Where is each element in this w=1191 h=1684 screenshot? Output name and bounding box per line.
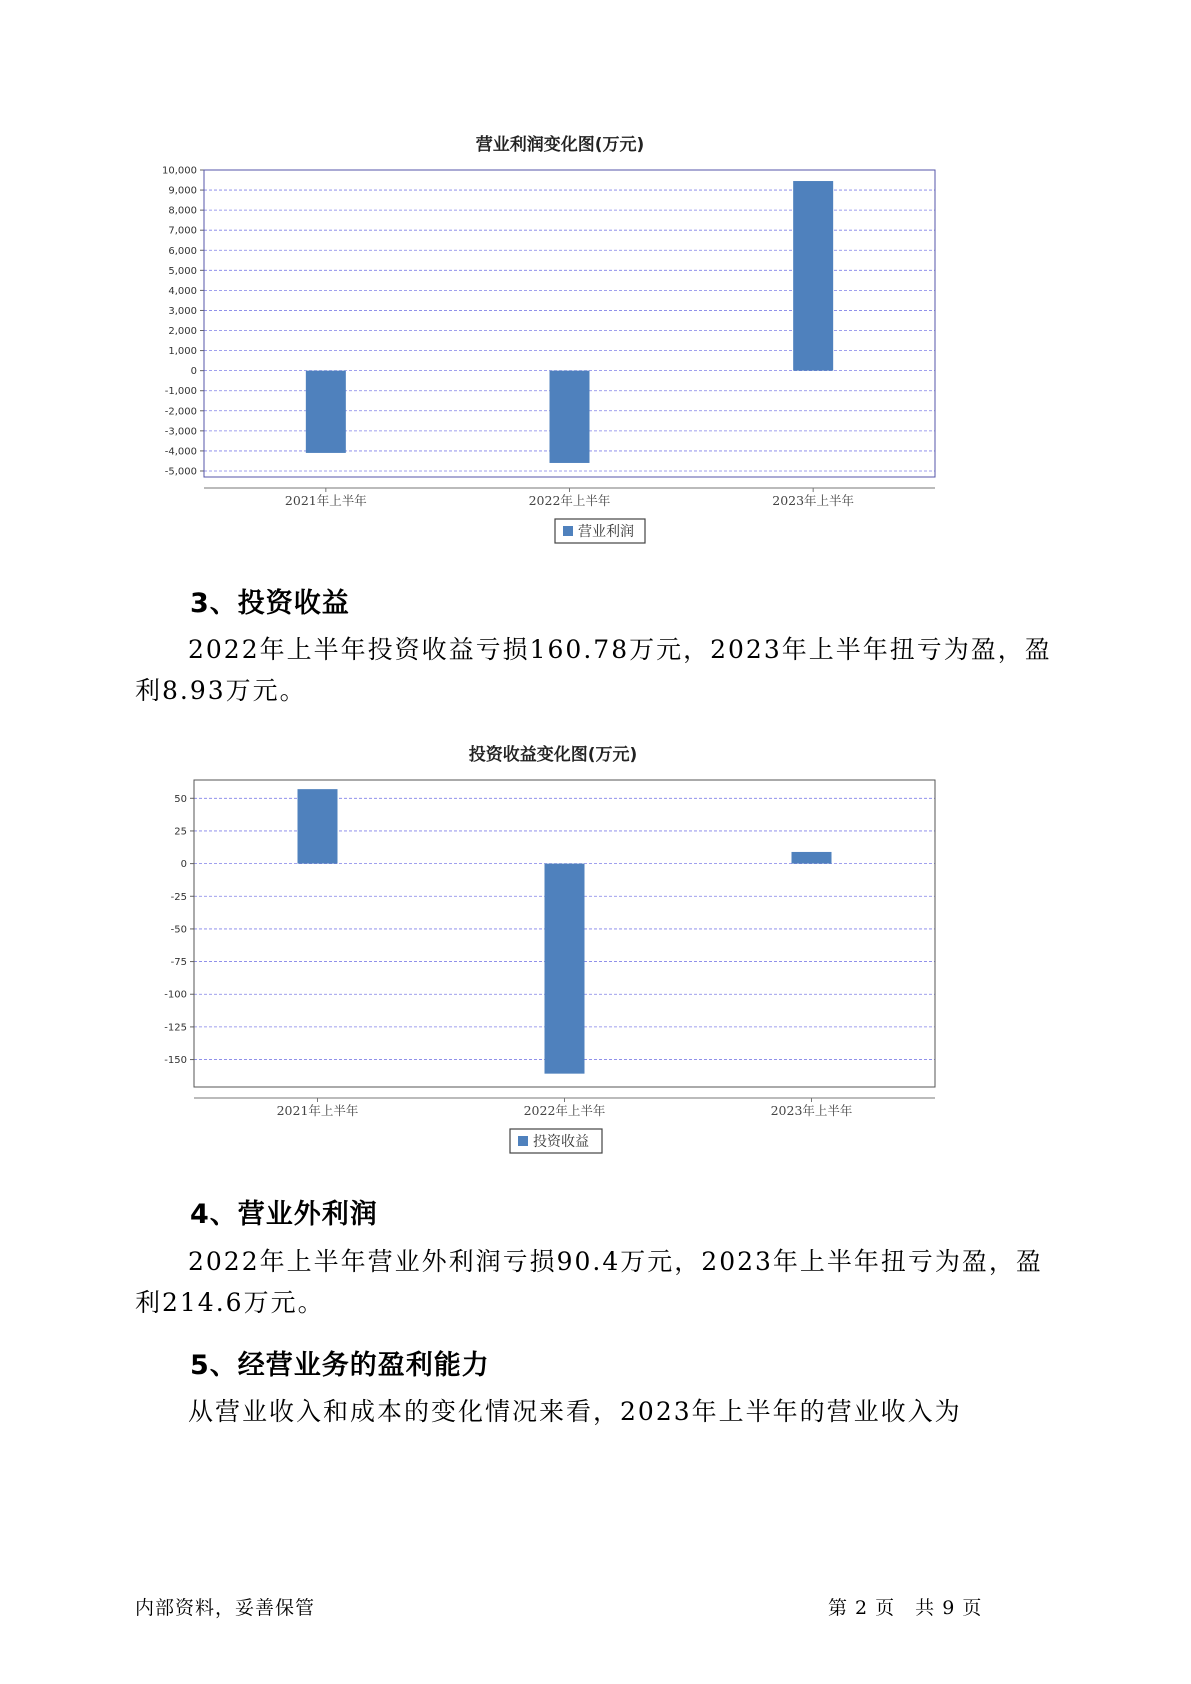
y-tick-label: -150 [164, 1055, 187, 1067]
y-tick-label: 8,000 [168, 205, 197, 217]
chart-title: 营业利润变化图(万元) [475, 135, 645, 155]
y-tick-label: -75 [170, 957, 187, 969]
y-tick-label: 25 [174, 826, 187, 838]
y-tick-label: -5,000 [164, 466, 197, 478]
y-tick-label: 6,000 [168, 245, 197, 257]
y-tick-label: -3,000 [164, 426, 197, 438]
section-heading-non-operating-profit: 4、营业外利润 [190, 1199, 378, 1230]
non-operating-profit-line-2: 利214.6万元。 [135, 1288, 325, 1317]
bar [298, 789, 338, 863]
footer-left: 内部资料，妥善保管 [135, 1597, 316, 1619]
chart-legend [510, 1129, 602, 1153]
y-tick-label: 50 [174, 793, 187, 805]
legend-label: 投资收益 [533, 1134, 589, 1150]
y-tick-label: 0 [190, 366, 197, 378]
y-tick-label: 2,000 [168, 326, 197, 338]
y-tick-label: 7,000 [168, 225, 197, 237]
x-tick-label: 2023年上半年 [770, 1103, 853, 1118]
operating-profit-chart [150, 130, 950, 550]
legend-swatch [563, 526, 573, 536]
x-tick-label: 2022年上半年 [523, 1103, 606, 1118]
y-tick-label: -4,000 [164, 446, 197, 458]
investment-income-chart-svg [150, 740, 950, 1160]
x-tick-label: 2022年上半年 [528, 493, 611, 508]
y-tick-label: 10,000 [162, 165, 197, 177]
investment-income-line-1: 2022年上半年投资收益亏损160.78万元，2023年上半年扭亏为盈，盈 [188, 635, 1052, 664]
legend-label: 营业利润 [578, 524, 634, 540]
bar [545, 864, 585, 1074]
y-tick-label: -25 [170, 891, 187, 903]
non-operating-profit-line-1: 2022年上半年营业外利润亏损90.4万元，2023年上半年扭亏为盈，盈 [188, 1247, 1043, 1276]
y-tick-label: -2,000 [164, 406, 197, 418]
investment-income-chart [150, 740, 950, 1160]
bar [793, 181, 833, 371]
legend-swatch [518, 1136, 528, 1146]
y-tick-label: -125 [164, 1022, 187, 1034]
y-tick-label: 4,000 [168, 285, 197, 297]
section-heading-investment-income: 3、投资收益 [190, 588, 350, 619]
bar [792, 852, 832, 864]
footer-page-number: 第 2 页 共 9 页 [828, 1597, 983, 1619]
y-tick-label: 9,000 [168, 185, 197, 197]
bar [306, 371, 346, 453]
y-tick-label: 5,000 [168, 265, 197, 277]
y-tick-label: 0 [180, 859, 187, 871]
profitability-line-1: 从营业收入和成本的变化情况来看，2023年上半年的营业收入为 [188, 1397, 962, 1426]
y-tick-label: -100 [164, 989, 187, 1001]
bar [550, 371, 590, 463]
x-tick-label: 2023年上半年 [772, 493, 855, 508]
section-heading-profitability: 5、经营业务的盈利能力 [190, 1350, 490, 1381]
x-tick-label: 2021年上半年 [284, 493, 367, 508]
y-tick-label: -50 [170, 924, 187, 936]
x-tick-label: 2021年上半年 [276, 1103, 359, 1118]
investment-income-line-2: 利8.93万元。 [135, 676, 307, 705]
operating-profit-chart-svg [150, 130, 950, 550]
chart-title: 投资收益变化图(万元) [468, 745, 638, 765]
y-tick-label: 1,000 [168, 346, 197, 358]
y-tick-label: 3,000 [168, 305, 197, 317]
chart-legend [555, 519, 645, 543]
y-tick-label: -1,000 [164, 386, 197, 398]
